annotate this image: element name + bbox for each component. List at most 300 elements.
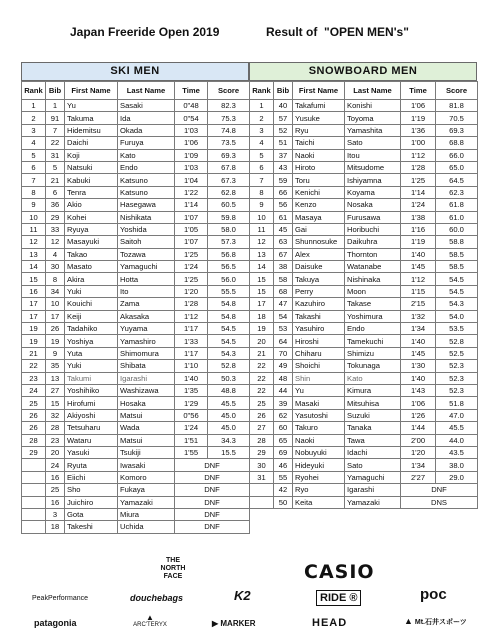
bib-cell: 15: [46, 397, 65, 409]
first-name-cell: Yu: [293, 384, 345, 396]
table-row: [250, 124, 478, 136]
score-cell: 44.0: [436, 434, 478, 446]
marker-arrow-icon: ▶: [212, 619, 219, 628]
bib-cell: 65: [274, 434, 293, 446]
table-row: [22, 521, 250, 533]
rank-cell: 14: [250, 261, 274, 273]
arcteryx-logo: [128, 613, 172, 629]
bib-cell: 8: [46, 273, 65, 285]
snowboard-panel-header: SNOWBOARD MEN: [249, 62, 477, 81]
time-cell: 1'09: [175, 149, 208, 161]
last-name-cell: Furusawa: [345, 211, 401, 223]
bib-cell: 13: [46, 372, 65, 384]
bib-cell: 48: [274, 372, 293, 384]
table-row: [22, 236, 250, 248]
ride-logo: [316, 590, 361, 606]
score-cell: 54.0: [436, 310, 478, 322]
table-row: [250, 149, 478, 161]
time-cell: 1'04: [175, 174, 208, 186]
first-name-cell: Shoichi: [293, 360, 345, 372]
time-cell: 1'24: [401, 199, 436, 211]
bib-cell: 44: [274, 384, 293, 396]
bib-cell: 54: [274, 310, 293, 322]
bib-cell: 16: [46, 471, 65, 483]
first-name-cell: Sho: [65, 484, 118, 496]
score-cell: 52.3: [436, 384, 478, 396]
table-row: [250, 248, 478, 260]
score-cell: 74.8: [208, 124, 250, 136]
table-row: [250, 323, 478, 335]
score-cell: 69.3: [436, 124, 478, 136]
table-row: [22, 248, 250, 260]
score-cell: 54.5: [208, 323, 250, 335]
table-row: [22, 199, 250, 211]
last-name-cell: Sato: [345, 137, 401, 149]
first-name-cell: Akiyoshi: [65, 409, 118, 421]
bib-cell: 59: [274, 174, 293, 186]
table-row: [22, 323, 250, 335]
time-cell: 1'12: [401, 273, 436, 285]
rank-cell: 11: [22, 223, 46, 235]
table-row: [250, 161, 478, 173]
column-header: First Name: [293, 82, 345, 100]
rank-cell: 6: [250, 161, 274, 173]
time-cell: 1'19: [401, 236, 436, 248]
score-cell: 56.8: [208, 248, 250, 260]
first-name-cell: Gai: [293, 223, 345, 235]
score-cell: 45.0: [208, 409, 250, 421]
bib-cell: 36: [46, 199, 65, 211]
bib-cell: 56: [274, 199, 293, 211]
time-cell: 1'10: [175, 360, 208, 372]
last-name-cell: Hotta: [118, 273, 175, 285]
first-name-cell: Ryuya: [65, 223, 118, 235]
last-name-cell: Kato: [345, 372, 401, 384]
rank-cell: [22, 508, 46, 520]
last-name-cell: Nosaka: [345, 199, 401, 211]
rank-cell: 22: [250, 360, 274, 372]
table-row: [250, 223, 478, 235]
table-row: [250, 397, 478, 409]
rank-cell: 7: [250, 174, 274, 186]
score-cell: 54.3: [208, 347, 250, 359]
bib-cell: 17: [46, 310, 65, 322]
event-title: Japan Freeride Open 2019: [70, 25, 220, 39]
time-cell: 2'15: [401, 298, 436, 310]
table-row: [22, 174, 250, 186]
time-cell: 1'26: [401, 409, 436, 421]
bib-cell: 9: [46, 347, 65, 359]
last-name-cell: Yamazaki: [118, 496, 175, 508]
bib-cell: 66: [274, 186, 293, 198]
first-name-cell: Shin: [293, 372, 345, 384]
rank-cell: 14: [22, 261, 46, 273]
rank-cell: 31: [250, 471, 274, 483]
time-cell: DNS: [401, 496, 478, 508]
column-header: Rank: [22, 82, 46, 100]
last-name-cell: Katsuno: [118, 174, 175, 186]
rank-cell: 23: [22, 372, 46, 384]
first-name-cell: Ryu: [293, 124, 345, 136]
last-name-cell: Suzuki: [345, 409, 401, 421]
north-face-line-2: NORTH: [160, 565, 186, 572]
last-name-cell: Yamashita: [345, 124, 401, 136]
column-header: Last Name: [118, 82, 175, 100]
bib-cell: 24: [46, 459, 65, 471]
snowboard-results-panel: [249, 62, 477, 509]
table-row: [250, 459, 478, 471]
table-row: [250, 434, 478, 446]
table-row: [22, 409, 250, 421]
time-cell: 1'34: [401, 459, 436, 471]
table-row: [22, 446, 250, 458]
bib-cell: 20: [46, 446, 65, 458]
bib-cell: 67: [274, 248, 293, 260]
table-row: [22, 112, 250, 124]
first-name-cell: Ryo: [293, 484, 345, 496]
last-name-cell: Shimizu: [345, 347, 401, 359]
time-cell: DNF: [175, 521, 250, 533]
table-row: [22, 347, 250, 359]
bib-cell: 52: [274, 124, 293, 136]
last-name-cell: Katsuno: [118, 186, 175, 198]
first-name-cell: Yusuke: [293, 112, 345, 124]
table-row: [22, 161, 250, 173]
bib-cell: 37: [274, 149, 293, 161]
column-header: Rank: [250, 82, 274, 100]
rank-cell: 17: [22, 310, 46, 322]
table-row: [22, 508, 250, 520]
time-cell: DNF: [175, 471, 250, 483]
first-name-cell: Eiichi: [65, 471, 118, 483]
table-row: [250, 372, 478, 384]
score-cell: 45.5: [208, 397, 250, 409]
category-title: "OPEN MEN's": [324, 25, 409, 39]
score-cell: 34.3: [208, 434, 250, 446]
last-name-cell: Takase: [345, 298, 401, 310]
time-cell: 1'44: [401, 422, 436, 434]
table-row: [250, 484, 478, 496]
bib-cell: 25: [46, 484, 65, 496]
last-name-cell: Daikuhra: [345, 236, 401, 248]
last-name-cell: Yamashiro: [118, 335, 175, 347]
rank-cell: 15: [250, 273, 274, 285]
snowboard-results-table: [249, 81, 478, 509]
sponsor-logos: [0, 555, 488, 640]
score-cell: 57.3: [208, 236, 250, 248]
score-cell: 65.0: [436, 161, 478, 173]
score-cell: 45.5: [436, 422, 478, 434]
time-cell: 1'22: [175, 186, 208, 198]
score-cell: 56.0: [208, 273, 250, 285]
first-name-cell: Wataru: [65, 434, 118, 446]
time-cell: 1'40: [401, 372, 436, 384]
last-name-cell: Sasaki: [118, 100, 175, 112]
time-cell: 1'20: [401, 446, 436, 458]
rank-cell: 12: [22, 236, 46, 248]
bib-cell: 70: [274, 347, 293, 359]
table-row: [250, 347, 478, 359]
ishii-mountain-icon: ▲: [404, 616, 413, 626]
table-row: [22, 372, 250, 384]
last-name-cell: Nishikata: [118, 211, 175, 223]
first-name-cell: Shunnosuke: [293, 236, 345, 248]
rank-cell: 1: [250, 100, 274, 112]
first-name-cell: Taichi: [293, 137, 345, 149]
table-row: [22, 137, 250, 149]
score-cell: 52.3: [436, 360, 478, 372]
last-name-cell: Matsui: [118, 434, 175, 446]
rank-cell: 3: [22, 124, 46, 136]
column-header: Bib: [46, 82, 65, 100]
table-row: [250, 137, 478, 149]
first-name-cell: Daichi: [65, 137, 118, 149]
time-cell: 1'07: [175, 236, 208, 248]
time-cell: 1'25: [401, 174, 436, 186]
time-cell: DNF: [175, 508, 250, 520]
result-of-label: Result of: [266, 25, 318, 39]
first-name-cell: Yuki: [65, 360, 118, 372]
table-row: [250, 174, 478, 186]
table-row: [250, 273, 478, 285]
time-cell: 1'24: [175, 261, 208, 273]
bib-cell: 29: [46, 211, 65, 223]
time-cell: 1'12: [175, 310, 208, 322]
time-cell: 1'05: [175, 223, 208, 235]
bib-cell: 49: [274, 360, 293, 372]
last-name-cell: Tawa: [345, 434, 401, 446]
rank-cell: 12: [250, 236, 274, 248]
bib-cell: 23: [46, 434, 65, 446]
page-title: [0, 25, 488, 43]
time-cell: DNF: [175, 459, 250, 471]
last-name-cell: Horibuchi: [345, 223, 401, 235]
north-face-line-1: THE: [166, 557, 180, 564]
first-name-cell: Chiharu: [293, 347, 345, 359]
bib-cell: 31: [46, 149, 65, 161]
time-cell: 1'45: [401, 347, 436, 359]
bib-cell: 53: [274, 323, 293, 335]
rank-cell: 8: [22, 186, 46, 198]
ski-results-panel: [21, 62, 249, 534]
first-name-cell: Nobuyuki: [293, 446, 345, 458]
time-cell: 0"54: [175, 112, 208, 124]
time-cell: 1'14: [401, 186, 436, 198]
table-row: [22, 186, 250, 198]
score-cell: 60.5: [208, 199, 250, 211]
rank-cell: 25: [22, 397, 46, 409]
first-name-cell: Kenzo: [293, 199, 345, 211]
bib-cell: 62: [274, 409, 293, 421]
score-cell: 58.0: [208, 223, 250, 235]
time-cell: 1'24: [175, 422, 208, 434]
time-cell: 0"56: [175, 409, 208, 421]
score-cell: 15.5: [208, 446, 250, 458]
score-cell: 58.5: [436, 261, 478, 273]
rank-cell: 4: [22, 137, 46, 149]
bib-cell: 5: [46, 161, 65, 173]
time-cell: 1'17: [175, 347, 208, 359]
last-name-cell: Saitoh: [118, 236, 175, 248]
column-header: Time: [175, 82, 208, 100]
rank-cell: 26: [22, 422, 46, 434]
first-name-cell: Takuma: [65, 112, 118, 124]
table-row: [22, 496, 250, 508]
table-row: [250, 310, 478, 322]
time-cell: 1'38: [401, 211, 436, 223]
score-cell: 51.8: [436, 397, 478, 409]
score-cell: 29.0: [436, 471, 478, 483]
last-name-cell: Akasaka: [118, 310, 175, 322]
table-row: [250, 496, 478, 508]
score-cell: 56.5: [208, 261, 250, 273]
time-cell: DNF: [175, 496, 250, 508]
table-row: [22, 459, 250, 471]
last-name-cell: Matsui: [118, 409, 175, 421]
table-row: [250, 471, 478, 483]
rank-cell: 7: [22, 174, 46, 186]
table-row: [22, 335, 250, 347]
column-header: Last Name: [345, 82, 401, 100]
rank-cell: [22, 521, 46, 533]
rank-cell: 22: [250, 372, 274, 384]
rank-cell: 17: [250, 298, 274, 310]
rank-cell: [22, 484, 46, 496]
first-name-cell: Hiroshi: [293, 335, 345, 347]
rank-cell: [250, 496, 274, 508]
score-cell: 59.8: [208, 211, 250, 223]
last-name-cell: Mitsuhisa: [345, 397, 401, 409]
arcteryx-wordmark: ARC'TERYX: [133, 622, 167, 628]
last-name-cell: Yuyama: [118, 323, 175, 335]
first-name-cell: Perry: [293, 285, 345, 297]
table-row: [22, 360, 250, 372]
rank-cell: 19: [22, 323, 46, 335]
bib-cell: 46: [274, 459, 293, 471]
last-name-cell: Endo: [345, 323, 401, 335]
column-header: Time: [401, 82, 436, 100]
time-cell: 1'03: [175, 161, 208, 173]
first-name-cell: Naoki: [293, 434, 345, 446]
table-row: [22, 211, 250, 223]
score-cell: 52.8: [208, 360, 250, 372]
score-cell: 61.8: [436, 199, 478, 211]
table-row: [22, 310, 250, 322]
time-cell: 1'25: [175, 273, 208, 285]
score-cell: 48.8: [208, 384, 250, 396]
time-cell: 1'40: [175, 372, 208, 384]
first-name-cell: Takafumi: [293, 100, 345, 112]
column-header: Score: [208, 82, 250, 100]
rank-cell: 8: [250, 186, 274, 198]
time-cell: 1'20: [175, 285, 208, 297]
rank-cell: 5: [22, 149, 46, 161]
first-name-cell: Kouichi: [65, 298, 118, 310]
last-name-cell: Miura: [118, 508, 175, 520]
rank-cell: 16: [22, 285, 46, 297]
last-name-cell: Idachi: [345, 446, 401, 458]
column-header: Score: [436, 82, 478, 100]
last-name-cell: Shimomura: [118, 347, 175, 359]
first-name-cell: Akira: [65, 273, 118, 285]
last-name-cell: Koyama: [345, 186, 401, 198]
bib-cell: 16: [46, 496, 65, 508]
table-row: [250, 112, 478, 124]
last-name-cell: Konishi: [345, 100, 401, 112]
ride-wordmark: RIDE: [320, 592, 347, 604]
first-name-cell: Hideyuki: [293, 459, 345, 471]
column-header: Bib: [274, 82, 293, 100]
last-name-cell: Wada: [118, 422, 175, 434]
last-name-cell: Uchida: [118, 521, 175, 533]
time-cell: 1'34: [401, 323, 436, 335]
ski-panel-header: SKI MEN: [21, 62, 249, 81]
time-cell: 1'30: [401, 360, 436, 372]
bib-cell: 57: [274, 112, 293, 124]
table-row: [250, 446, 478, 458]
first-name-cell: Yasuhiro: [293, 323, 345, 335]
last-name-cell: Toyoma: [345, 112, 401, 124]
last-name-cell: Ida: [118, 112, 175, 124]
table-row: [250, 298, 478, 310]
score-cell: 38.0: [436, 459, 478, 471]
last-name-cell: Sato: [345, 459, 401, 471]
table-row: [22, 124, 250, 136]
score-cell: 50.3: [208, 372, 250, 384]
rank-cell: 27: [250, 422, 274, 434]
last-name-cell: Igarashi: [345, 484, 401, 496]
douchebags-logo: douchebags: [130, 593, 184, 603]
bib-cell: 4: [46, 248, 65, 260]
rank-cell: 9: [250, 199, 274, 211]
score-cell: 61.0: [436, 211, 478, 223]
patagonia-logo: patagonia: [34, 618, 77, 628]
last-name-cell: Igarashi: [118, 372, 175, 384]
time-cell: 1'35: [175, 384, 208, 396]
time-cell: 1'17: [175, 323, 208, 335]
last-name-cell: Yamazaki: [345, 496, 401, 508]
bib-cell: 27: [46, 384, 65, 396]
first-name-cell: Yuta: [65, 347, 118, 359]
bib-cell: 6: [46, 186, 65, 198]
first-name-cell: Takeshi: [65, 521, 118, 533]
first-name-cell: Yoshihiko: [65, 384, 118, 396]
k2-logo: K2: [234, 588, 251, 603]
first-name-cell: Hidemitsu: [65, 124, 118, 136]
score-cell: 67.8: [208, 161, 250, 173]
table-row: [22, 384, 250, 396]
rank-cell: 13: [22, 248, 46, 260]
rank-cell: 25: [250, 397, 274, 409]
bib-cell: 34: [46, 285, 65, 297]
last-name-cell: Endo: [118, 161, 175, 173]
first-name-cell: Ryohei: [293, 471, 345, 483]
first-name-cell: Yoshiya: [65, 335, 118, 347]
time-cell: 1'06: [401, 397, 436, 409]
last-name-cell: Tokunaga: [345, 360, 401, 372]
bib-cell: 58: [274, 273, 293, 285]
ski-results-table: [21, 81, 250, 534]
rank-cell: 26: [250, 409, 274, 421]
last-name-cell: Tamekuchi: [345, 335, 401, 347]
rank-cell: 17: [22, 298, 46, 310]
last-name-cell: Fukaya: [118, 484, 175, 496]
table-row: [250, 409, 478, 421]
rank-cell: [22, 496, 46, 508]
table-row: [22, 273, 250, 285]
table-row: [22, 100, 250, 112]
first-name-cell: Takuya: [293, 273, 345, 285]
